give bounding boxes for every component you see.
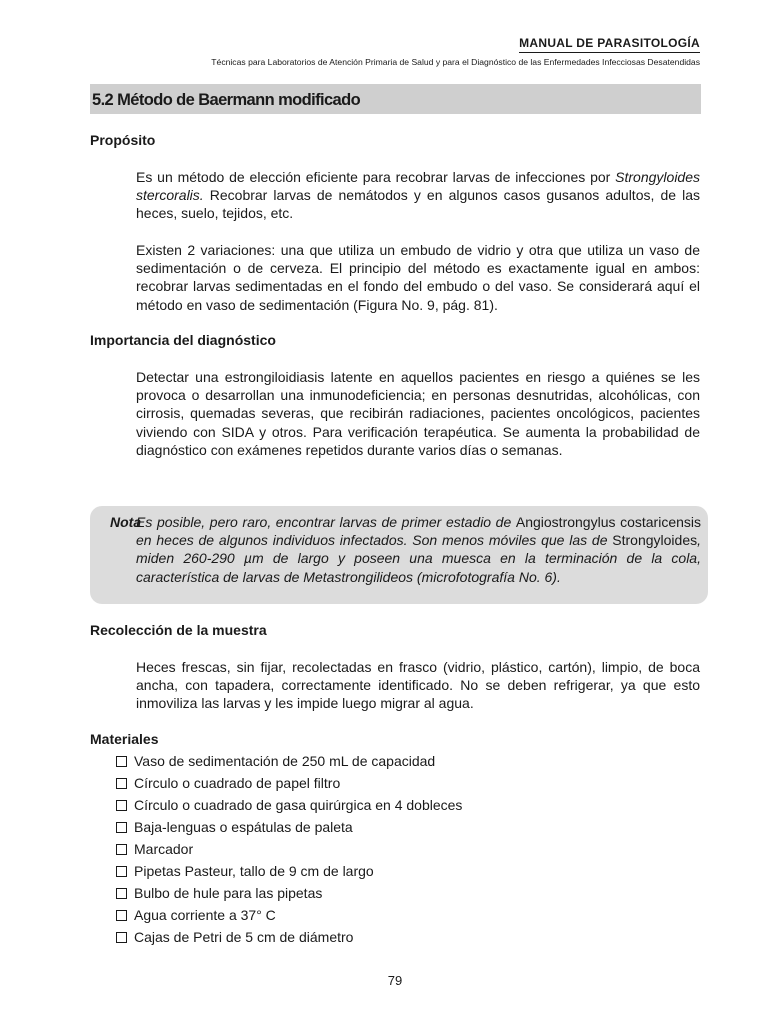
recoleccion-heading: Recolección de la muestra [90,622,267,638]
manual-title: MANUAL DE PARASITOLOGÍA [519,36,700,53]
list-item: Vaso de sedimentación de 250 mL de capacidad [116,750,462,772]
section-title: 5.2 Método de Baermann modificado [90,84,701,114]
checkbox-icon [116,932,127,943]
list-item: Baja-lenguas o espátulas de paleta [116,816,462,838]
list-item: Círculo o cuadrado de papel filtro [116,772,462,794]
materials-list [116,750,462,948]
checkbox-icon [116,822,127,833]
genus-angiostrongylus: Angiostrongylus costaricensis [515,514,702,530]
checkbox-icon [116,778,127,789]
importancia-paragraph: Detectar una estrongiloidiasis latente en aquellos pacientes en riesgo a quiénes se les provoca o desarrollan una inmunodeficiencia; en personas desnutridas, alcohólicas, con cirrosis, quemadas severas, que recibirán radiaciones, pacientes oncológicos, pacientes viviendo con SIDA y otros. Para verificación terapéutica. Se aumenta la probabilidad de diagnóstico con exámenes repetidos durante varios días o semanas. [136,369,700,458]
page-number: 79 [387,973,403,988]
note-label: Nota [110,514,142,530]
list-item: Bulbo de hule para las pipetas [116,882,462,904]
proposito-paragraph-1: Es un método de elección eficiente para recobrar larvas de infecciones por Strongyloides stercoralis. Recobrar larvas de nemátodos y en algunos casos gusanos adultos, de las heces, suelo, tejidos, etc. [136,169,700,222]
list-item: Agua corriente a 37° C [116,904,462,926]
checkbox-icon [116,844,127,855]
checkbox-icon [116,888,127,899]
list-item: Círculo o cuadrado de gasa quirúrgica en 4 dobleces [116,794,462,816]
note-box: Nota Es posible, pero raro, encontrar larvas de primer estadio de Angiostrongylus costaricensis en heces de algunos individuos infectados. Son menos móviles que las de Strongyloides, miden 260-290 µm de largo y poseen una muesca en la terminación de la cola, característica de larvas de Metastrongilideos (microfotografía No. 6). [90,506,708,604]
checkbox-icon [116,910,127,921]
proposito-heading: Propósito [90,132,156,148]
materiales-heading: Materiales [90,731,159,747]
list-item: Marcador [116,838,462,860]
checkbox-icon [116,866,127,877]
importancia-heading: Importancia del diagnóstico [90,332,276,348]
checkbox-icon [116,756,127,767]
list-item: Pipetas Pasteur, tallo de 9 cm de largo [116,860,462,882]
manual-subtitle: Técnicas para Laboratorios de Atención Primaria de Salud y para el Diagnóstico de las Enfermedades Infecciosas Desatendidas [211,57,700,67]
list-item: Cajas de Petri de 5 cm de diámetro [116,926,462,948]
species-name: Strongyloides stercoralis. [136,169,700,204]
proposito-paragraph-2: Existen 2 variaciones: una que utiliza un embudo de vidrio y otra que utiliza un vaso de sedimentación o de cerveza. El principio del método es exactamente igual en ambos: recobrar larvas sedimentadas en el fondo del embudo o del vaso. Se considerará aquí el método en vaso de sedimentación (Figura No. 9, pág. 81). [136,242,700,313]
genus-strongyloides: Strongyloides [612,532,698,549]
checkbox-icon [116,800,127,811]
running-header [211,34,700,67]
recoleccion-paragraph: Heces frescas, sin fijar, recolectadas en frasco (vidrio, plástico, cartón), limpio, de boca ancha, con tapadera, correctamente identificado. No se deben refrigerar, ya que esto inmoviliza las larvas y les impide luego migrar al agua. [136,659,700,712]
